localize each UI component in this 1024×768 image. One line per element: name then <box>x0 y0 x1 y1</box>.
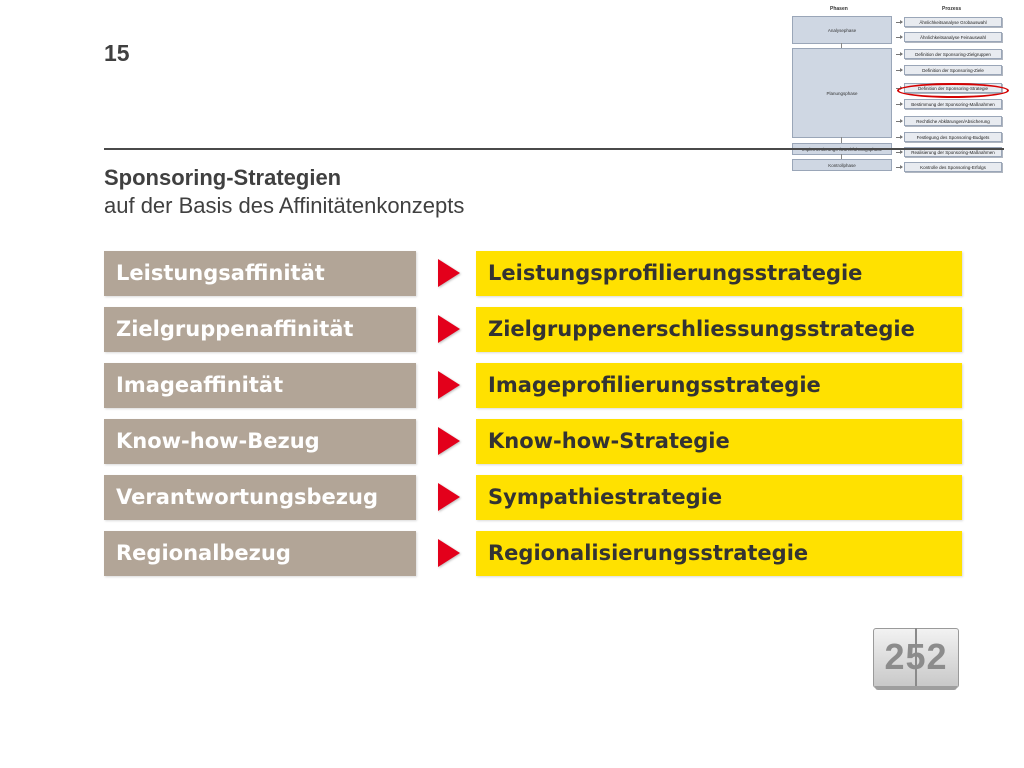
step-budget: Festlegung des Sponsoring-Budgets <box>904 132 1002 142</box>
affinity-box: Verantwortungsbezug <box>104 475 416 520</box>
strategy-row <box>104 363 962 408</box>
strategy-row <box>104 419 962 464</box>
phase-control: Kontrollphase <box>792 159 892 171</box>
affinity-box: Imageaffinität <box>104 363 416 408</box>
strategy-row <box>104 531 962 576</box>
strategy-box: Leistungsprofilierungsstrategie <box>476 251 962 296</box>
step-arrow <box>896 70 902 71</box>
red-arrow-icon <box>438 259 460 287</box>
strategy-box: Sympathiestrategie <box>476 475 962 520</box>
process-header: Prozess <box>942 6 962 12</box>
step-arrow <box>896 37 902 38</box>
red-arrow-icon <box>438 483 460 511</box>
phase-planning: Planungsphase <box>792 48 892 138</box>
phases-header: Phasen <box>830 6 848 12</box>
red-arrow-icon <box>438 315 460 343</box>
strategy-box: Imageprofilierungsstrategie <box>476 363 962 408</box>
affinity-box: Zielgruppenaffinität <box>104 307 416 352</box>
red-arrow-icon <box>438 371 460 399</box>
title-divider <box>104 148 1004 150</box>
strategy-box: Know-how-Strategie <box>476 419 962 464</box>
step-arrow <box>896 121 902 122</box>
step-arrow <box>896 152 902 153</box>
slide-number: 15 <box>104 40 130 66</box>
page-title: Sponsoring-Strategien <box>104 165 342 190</box>
book-base <box>875 686 957 690</box>
strategy-box: Regionalisierungsstrategie <box>476 531 962 576</box>
red-arrow-icon <box>438 427 460 455</box>
step-strategie: Definition der Sponsoring-Strategie <box>904 83 1002 93</box>
step-arrow <box>896 167 902 168</box>
step-grobauswahl: Ähnlichkeitsanalyse Grobauswahl <box>904 17 1002 27</box>
step-zielgruppen: Definition der Sponsoring-Zielgruppen <box>904 49 1002 59</box>
affinity-box: Regionalbezug <box>104 531 416 576</box>
strategy-row <box>104 475 962 520</box>
process-flow-diagram <box>788 4 1006 172</box>
step-massnahmen: Bestimmung der Sponsoring-Maßnahmen <box>904 99 1002 109</box>
strategy-row <box>104 251 962 296</box>
affinity-box: Leistungsaffinität <box>104 251 416 296</box>
book-page-number: 252 <box>884 636 948 677</box>
red-arrow-icon <box>438 539 460 567</box>
strategy-box: Zielgruppenerschliessungsstrategie <box>476 307 962 352</box>
step-ziele: Definition der Sponsoring-Ziele <box>904 65 1002 75</box>
highlight-ring <box>897 83 1009 98</box>
phase-analysis: Analysephase <box>792 16 892 44</box>
step-arrow <box>896 22 902 23</box>
step-kontrolle: Kontrolle des Sponsoring-Erfolgs <box>904 162 1002 172</box>
strategy-row <box>104 307 962 352</box>
step-arrow <box>896 54 902 55</box>
book-reference-icon <box>873 628 959 692</box>
step-realisierung: Realisierung der Sponsoring-Maßnahmen <box>904 147 1002 157</box>
step-arrow <box>896 137 902 138</box>
step-rechtliches: Rechtliche Abklärungen/Absicherung <box>904 116 1002 126</box>
step-feinauswahl: Ähnlichkeitsanalyse Feinauswahl <box>904 32 1002 42</box>
page-subtitle: auf der Basis des Affinitätenkonzepts <box>104 193 465 218</box>
affinity-box: Know-how-Bezug <box>104 419 416 464</box>
step-arrow <box>896 104 902 105</box>
